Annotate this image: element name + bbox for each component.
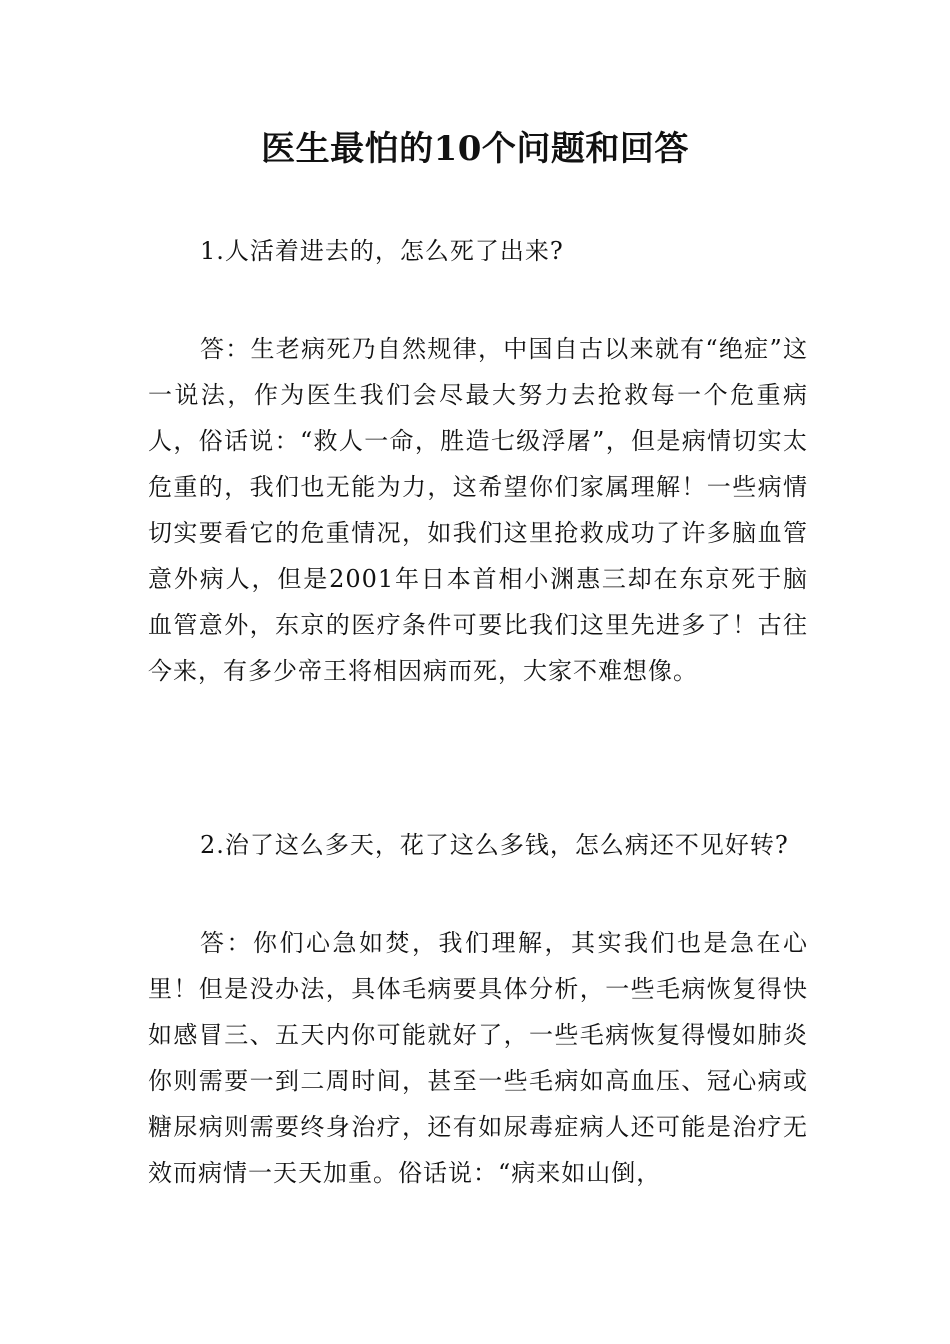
question-2: 2.治了这么多天，花了这么多钱，怎么病还不见好转?: [200, 831, 789, 859]
document-title: 医生最怕的10个问题和回答: [261, 129, 689, 169]
answer-2: 答：你们心急如焚，我们理解，其实我们也是急在心里！但是没办法，具体毛病要具体分析，一些毛病恢复得快如感冒三、五天内你可能就好了，一些毛病恢复得慢如肺炎你则需要一到二周时间，甚至一些毛病如高血压、冠心病或糖尿病则需要终身治疗，还有如尿毒症病人还可能是治疗无效而病情一天天加重。俗话说：“病来如山倒，: [148, 929, 808, 1187]
answer-1: 答：生老病死乃自然规律，中国自古以来就有“绝症”这一说法，作为医生我们会尽最大努力去抢救每一个危重病人，俗话说：“救人一命，胜造七级浮屠”，但是病情切实太危重的，我们也无能为力，这希望你们家属理解！一些病情切实要看它的危重情况，如我们这里抢救成功了许多脑血管意外病人，但是2001年日本首相小渊惠三却在东京死于脑血管意外，东京的医疗条件可要比我们这里先进多了！古往今来，有多少帝王将相因病而死，大家不难想像。: [148, 335, 808, 685]
question-1: 1.人活着进去的，怎么死了出来?: [200, 237, 564, 265]
